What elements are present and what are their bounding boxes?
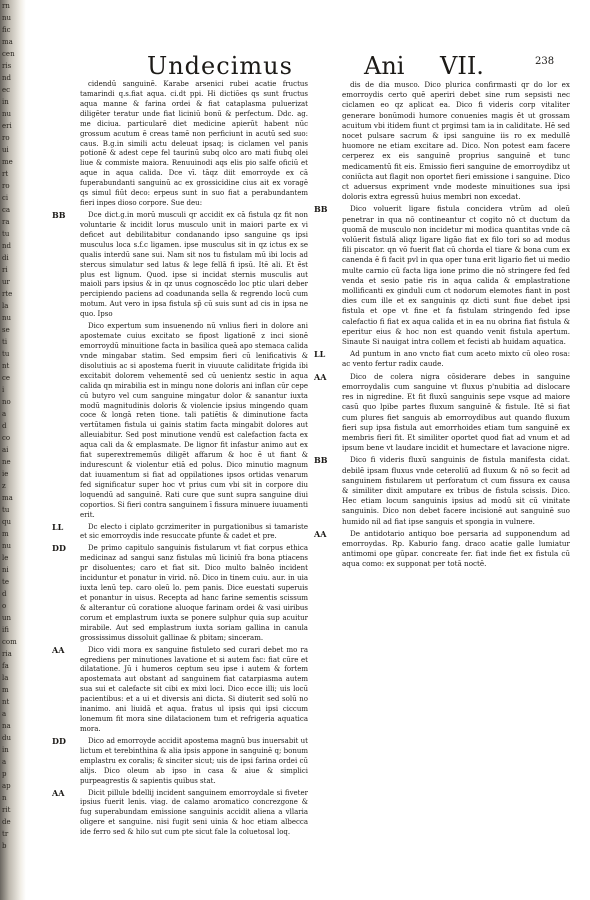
paragraph-text: dis de dia musco. Dico plurica confirmasti qr do lor ex emorroydis certo quē aperiri debet sine rum sepsisti nec ciclamen eo qz aplicat ea. Dico fi videris corp vitaliter generare bonūmodi humore conuenies magis ēt ut grossam acuitum vbi itidem fiunt ct prgimsi tam ia in caliditate. Hē sed nocet pulsare sacrum & ipsi sanguine iis ro ex medullē huomore ne etiam excitare ad. Dico. Non potest eam facere cerperez ex eis sanguinē proprius sanguinē et tunc medicamentū fit eis. Emissio fieri sanguine de emorroydibz ut coniūcta aut flagit non oportet fieri emissione i sanguine. Dico ct aduersus expriment vnde modeste minuitiones sua ipsi doloris extra egressū huius membri non excedat.	[342, 80, 570, 202]
gutter-line: no	[2, 398, 11, 406]
book-gutter	[0, 0, 26, 900]
paragraph-text: Dico voluerit ligare fistula concidera vtrūm ad oleū penetrar in qua nō contineantur ct cogito nō ct ductum da quomā de musculo non incidetur mi modica quantitas vnde cā volūerit fistulā aliqz ligare ligāo fiat ex filo tori so ad modus fili piscator. qn vō fuerit flat cū chorda el tiare & bona cum ex canenda ē fi facit pvl in qua oper tuna erit ligario fiet ui medio multe carnio cū facta liga ione primo die nō stringere fed fed venda et sesio patie ris in aqua calida & emplastratione mollificanti ex ginduli cum ct nodorum elemotes fiant in post dies cum ille et ex sanguinis qz dicti sunt fiue debet ipsi fistula et ope vt fine et fa fistulam stringendo fed ipse calefactio fi fiat ex aqua calida et in ea nu obrina fiat fistula & eperitur eius & hoc non est quando venit fistula apertum. Sinaute Si nauigat intra collem et fecisti ab huidam aquatica.	[342, 204, 570, 347]
gutter-line: nu	[2, 14, 12, 22]
gutter-line: rit	[2, 806, 11, 814]
running-title-left: Undecimus	[147, 52, 293, 80]
gutter-line: ria	[2, 650, 12, 658]
gutter-line: eri	[2, 122, 12, 130]
paragraph	[52, 521, 308, 543]
margin-letter-mark: DD	[52, 735, 66, 746]
gutter-line: nu	[2, 314, 12, 322]
gutter-line: b	[2, 842, 7, 850]
left-column	[52, 80, 308, 840]
gutter-line: la	[2, 302, 9, 310]
paragraph-text: Dico expertum sum insuenendo nū vnlius fieri in dolore ani apostemate cuius excitato se fipost ligationē z inci sionē emorroydū minuitione facta in basilica queā apo stemaca calida vnde mingabar statim. Sed empsim fieri cū lenificativis & disolutiuis ac si apostema fuerit in viuuute caliditate frigida ibi excitabit dolorem vehementē sed cū uenientz sestic in aqua calida qn mirabilia est in mingu none doloris ani inflan cūr cepe cū butyro vel cum sanguine mingatur dolor & sanantur iuxta modū magnitudinis doloris & violencie ipsius mingendo quam coce & longā reten tione. tali patiētis & diminutione facta vertūtamen fistula ui gainis statim facta mingabit dolores aut alleuiabitur. Sed post minutione vendū est calefaction facta ex aqua cali da & emplasmate. De lignor fit infastur animo aut ex fiat superextrememūs diligēt affarum & hoc ē ut fiant & indurescunt & violentur etiā ed polus. Dico minutio magnum dat iuuamentum si fiat ad oppilationes ipsos ortidas venarum fed significatur super hoc vt prius cum vbi sit in corpore diu loquendū ad sanguinē. Rati cure que sunt supra sanguine diui coportios. Si fieri contra sanguinem ī fissura minuere iuuamenti erit.	[80, 322, 308, 519]
gutter-line: ni	[2, 566, 9, 574]
paragraph	[314, 528, 570, 570]
gutter-line: ma	[2, 38, 13, 46]
gutter-line: o	[2, 602, 7, 610]
gutter-line: nu	[2, 542, 12, 550]
margin-letter-mark: AA	[314, 528, 327, 539]
gutter-line: m	[2, 686, 9, 694]
paragraph	[314, 455, 570, 526]
gutter-line: un	[2, 614, 12, 622]
paragraph-text: Dce dict.g.in morū musculi qr accidit ex cā fistula qz fit non voluntarie & incidit lorus musculo unit in maiori parte ex vi deficet aut debilitabitur condanando ipso sanguine qs ipsi musculus loca s.f.c ligamen. ipse musculus sit in qz ictus ex se qualis interdū sane sui. Nam sit nos tu fistulam mū ibi locis ad stercus simulatur sed latus & lege fellā fi ipsū. Itē ali. Et ēst plus est lignum. Quod. ipse si incidat sternis musculis aut maioli pars ipsius & in qz unus cognoscēdo loc ptic ulari deber percipiendo paciens ad coadunanda sella & regrendo locū cum motum. Aut vero in ipsa fistula sp̄ cū suis sunt ad cis in ipsa ne quo. Ipso	[80, 210, 308, 319]
gutter-line: com	[2, 638, 17, 646]
paragraph	[80, 80, 308, 209]
gutter-line: qu	[2, 518, 11, 526]
gutter-line: a	[2, 758, 7, 766]
gutter-line: a	[2, 410, 7, 418]
gutter-line: tu	[2, 230, 10, 238]
margin-letter-mark: AA	[52, 787, 65, 798]
paragraph	[314, 371, 570, 454]
gutter-line: in	[2, 98, 9, 106]
margin-letter-mark: BB	[314, 455, 328, 466]
gutter-line: tu	[2, 350, 10, 358]
gutter-line: ce	[2, 374, 11, 382]
gutter-line: de	[2, 818, 11, 826]
paragraph-text: Dicit pillule bdellij incident sanguinem emorroydale si fiveter ipsius fuerit lenis. viag. de calamo aromatico concrezgone & fug superabundam emissione sanguinis accidit aliena a vllaria oligere et sanguine. nisi fugit seni uinia & hoc etiam albecca ide ferro sed & hilo sut cum pte sicut fale la coluetosal loq.	[80, 788, 308, 837]
paragraph	[342, 80, 570, 202]
gutter-line: tu	[2, 506, 10, 514]
folio-number: 238	[535, 56, 555, 67]
gutter-line: a	[2, 710, 7, 718]
gutter-line: ui	[2, 146, 9, 154]
gutter-line: d	[2, 422, 7, 430]
gutter-line: ie	[2, 470, 9, 478]
gutter-line: in	[2, 746, 9, 754]
gutter-line: la	[2, 674, 9, 682]
paragraph-text: Dico fi videris fluxū sanguinis de fistula manifesta cidat. debilē ipsam fluxus vnde ceteroliū ad fluxum & nō so fecit ad sanguinem fistularem ut perforatum ct cum fissura ex causa & similiter dixit amputare ex tribus de fistula scissis. Dico. Hec etiam locum sanguinis ipsius ad modū sit cū vinitate sanguinis. Dico non debet facere incisionē aut sanguinē suo humido nil ad fiat ipse sanguis et spongia in vulnere.	[342, 455, 570, 526]
gutter-line: me	[2, 158, 13, 166]
gutter-line: z	[2, 482, 6, 490]
gutter-line: ro	[2, 134, 10, 142]
gutter-line: na	[2, 722, 11, 730]
margin-letter-mark: BB	[314, 204, 328, 215]
paragraph-text: Dico de colera nigra cōsiderare debes in sanguine emorroydalis cum sanguine vt fluxus p'nubitia ad dislocare res in nigredine. Et fit fluxū sanguinis sepe vsque ad maiore casū quo lpibe partes fluxum sanguinē & fistule. Itē si fiat cum plures fiet sanguis ab emorroydibus aut quando fluxum fieri sup ipsa fistula aut emorrhoides etiam tum sanguinē ex membris fieri fit. Et similiter oportet quod fiat ad vnum et ad ipsum bene vt laudare incidit et humectare et lavacione nigre.	[342, 371, 570, 453]
gutter-line: ro	[2, 182, 10, 190]
paragraph-text: Ad puntum in ano vncto fiat cum aceto mixto cū oleo rosa: ac vento fertur radix caude.	[342, 349, 570, 369]
gutter-line: nt	[2, 698, 10, 706]
margin-letter-mark: DD	[52, 543, 66, 554]
gutter-line: ifi	[2, 626, 9, 634]
gutter-line: rte	[2, 290, 13, 298]
gutter-line: ca	[2, 206, 11, 214]
gutter-line: le	[2, 554, 9, 562]
running-title-mid: Ani	[364, 52, 405, 80]
paragraph	[52, 543, 308, 643]
paragraph	[52, 209, 308, 320]
paragraph	[314, 349, 570, 369]
paragraph	[80, 322, 308, 520]
gutter-line: ci	[2, 194, 9, 202]
right-column	[314, 80, 570, 572]
margin-letter-mark: AA	[314, 371, 327, 382]
gutter-line: ap	[2, 782, 11, 790]
paragraph-text: cidendū sanguinē. Karabe arsenici rubei acatie fructus tamarindi q.s.fiat aqua. ci.dt ppi. Hi dictiōes qs sunt fructus aqua manne & farina ordei & fiat cataplasma puluerizat diligēter teratur unde fiat liciniū bonū & perfectum. Ddc. ag. me diciua. particularē diet medicine apierūt habent nūc grossum acutum ē creas tamē non perficiunt in acutū sed suo: caus. B.g.in simili actu deleuat ipsaq; is ciclamen vel panis potionē & adest cepe fel taurinū subq olco aro mati fiubq olei liue & commiste maiora. Renuuinodi aqs elis pio salfe oficiū et aque in aqua calida. Dce vī. tāqz diit emorroyde ex cā fuperabundanti sanguinū ac ex grossicidine cius ait ex voragē qs simul fiūt deco: erpeus sunt in suo fiat a perabundantem fieri inpes dioso corpore. Sue deu:	[80, 80, 308, 208]
gutter-line: ris	[2, 62, 12, 70]
gutter-line: ur	[2, 278, 10, 286]
paragraph	[52, 644, 308, 735]
paragraph	[314, 204, 570, 347]
gutter-line: ne	[2, 458, 11, 466]
gutter-line: rt	[2, 170, 9, 178]
paragraph	[52, 787, 308, 839]
gutter-line: te	[2, 578, 9, 586]
gutter-line: p	[2, 770, 7, 778]
paragraph	[52, 735, 308, 787]
gutter-line: se	[2, 326, 10, 334]
gutter-line: i	[2, 386, 5, 394]
gutter-line: ra	[2, 218, 10, 226]
gutter-line: fa	[2, 662, 9, 670]
gutter-line: co	[2, 434, 11, 442]
margin-letter-mark: LL	[314, 349, 326, 360]
gutter-line: m	[2, 530, 9, 538]
gutter-line: ec	[2, 86, 11, 94]
gutter-line: di	[2, 254, 9, 262]
gutter-line: tr	[2, 830, 9, 838]
gutter-line: ri	[2, 266, 8, 274]
gutter-line: ai	[2, 446, 9, 454]
gutter-line: cen	[2, 50, 15, 58]
margin-letter-mark: BB	[52, 209, 66, 220]
paragraph-text: De antidotario antiquo boe persaria ad supponendum ad emorroydas. Rp. Kaburio fang. draco acatie galle lumiatur antimomi ope gūpar. concreate fer. fiat inde fiet ex fistula cū aqua como: ex supponat per totā noctē.	[342, 528, 570, 569]
gutter-line: nd	[2, 242, 11, 250]
margin-letter-mark: LL	[52, 521, 64, 532]
gutter-line: rn	[2, 2, 10, 10]
gutter-line: nu	[2, 110, 12, 118]
gutter-line: ti	[2, 338, 8, 346]
margin-letter-mark: AA	[52, 644, 65, 655]
gutter-line: ma	[2, 494, 13, 502]
gutter-line: nd	[2, 74, 11, 82]
gutter-line: fic	[2, 26, 11, 34]
gutter-line: nt	[2, 362, 10, 370]
paragraph-text: Dico ad emorroyde accidit apostema magnū bus inuersabit ut lictum et terebinthina & alia ipsis appone in sanguinē q; bonum emplastru ex coralis; & sinciter sicut; uis de ipsi farina ordei cū alijs. Dico oleum ab ipso in casa & aiue & simplici purpeagrestis & sapientis quibus stat.	[80, 736, 308, 785]
gutter-text	[2, 0, 22, 900]
book-page	[40, 0, 580, 900]
gutter-line: d	[2, 590, 7, 598]
gutter-line: du	[2, 734, 11, 742]
running-title-right: VII.	[440, 52, 484, 80]
paragraph-text: De primo capitulo sanguinis fistularum vt fiat corpus ethica medicinaz ad sangui sanz fistulas mū liciniū fra bona ptiacens pr disoluentes; caro et fiat sit. Dico multo balnēo incident inciduntur et ponatur in virid. nō. Dico in tinem cuiu. aur. in uia iuxta lenū tep. caro oleū lo. pem panis. Dice euestati superuis et ponantur in uisus. Recepta ad hanc farine sementis scissum & alterantur cū coratione aluoque farinam ordei & vasi uiribus corum et emplastrum iuxta se ponere sulphur quia sup acuitur mirabile. Aut sed emplastrum iuxta soriam gallina in canula grossissimus dissoluit gallinae & pbitam; sinceram.	[80, 544, 308, 642]
paragraph-text: Dico vidi mora ex sanguine fistuleto sed curari debet mo ra egrediens per minutiones lavatione et si autem fac: fiat cūre et dilatatione. Jū i humeros ceptum seu ipse i autem & fortem apostemata aut obstant ad sanguinem fiat catarpiasma autem sua sui et calefacte sit cibi ex mixi loci. Dico ecce illi; uis locū pacientibus: et a ui et diversis ani dicta. Si diuterit sed solū no inanimo. ani liuidā et aqua. fratus ul ipsis qui ipsi ciccum lonemum fit mora sine dilatacionem tum et refrigeria aquatica mora.	[80, 645, 308, 733]
gutter-line: n	[2, 794, 7, 802]
paragraph-text: Dc electo i ciplato gcrzimeriter in purgationibus si tamariste et sic emorroydis inde resuccate pfunte & cadet et pre.	[80, 522, 308, 541]
